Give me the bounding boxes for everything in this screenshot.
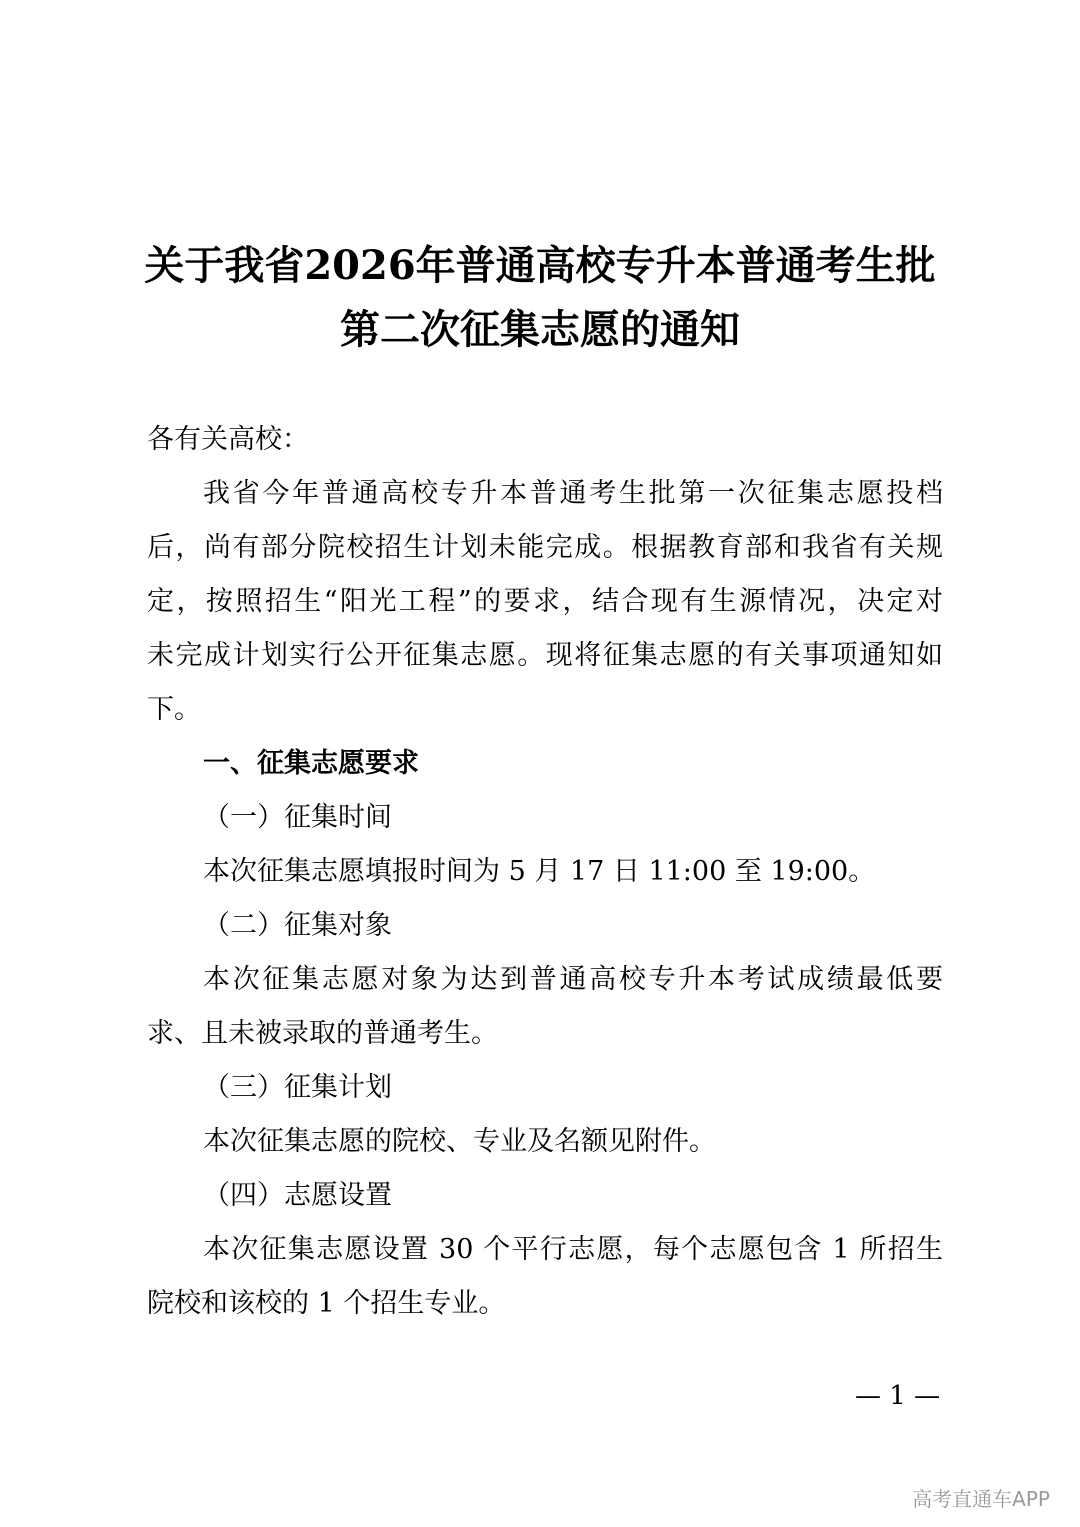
subsection-text: 求、且未被录取的普通考生。 bbox=[147, 1018, 498, 1049]
intro-line: 未完成计划实行公开征集志愿。现将征集志愿的有关事项通知如 bbox=[147, 640, 943, 671]
subsection-text: 本次征集志愿对象为达到普通高校专升本考试成绩最低要 bbox=[203, 964, 943, 995]
document-title-line-2: 第二次征集志愿的通知 bbox=[340, 306, 740, 353]
document-title-line-1: 关于我省2026年普通高校专升本普通考生批 bbox=[144, 242, 936, 289]
subsection-text: 本次征集志愿填报时间为 5 月 17 日 11:00 至 19:00。 bbox=[203, 856, 876, 887]
subsection-text: 本次征集志愿的院校、专业及名额见附件。 bbox=[203, 1126, 716, 1157]
intro-line: 定，按照招生“阳光工程”的要求，结合现有生源情况，决定对 bbox=[147, 586, 943, 617]
intro-line: 下。 bbox=[147, 694, 201, 725]
subsection-heading: （三）征集计划 bbox=[203, 1072, 392, 1103]
page-number: — 1 — bbox=[855, 1381, 941, 1411]
intro-line: 后，尚有部分院校招生计划未能完成。根据教育部和我省有关规 bbox=[147, 532, 943, 563]
section-heading: 一、征集志愿要求 bbox=[203, 748, 419, 779]
subsection-heading: （四）志愿设置 bbox=[203, 1180, 392, 1211]
subsection-heading: （一）征集时间 bbox=[203, 802, 392, 833]
subsection-heading: （二）征集对象 bbox=[203, 910, 392, 941]
salutation: 各有关高校： bbox=[147, 424, 309, 455]
intro-line: 我省今年普通高校专升本普通考生批第一次征集志愿投档 bbox=[203, 478, 943, 509]
watermark: 高考直通车APP bbox=[912, 1487, 1050, 1511]
subsection-text: 本次征集志愿设置 30 个平行志愿，每个志愿包含 1 所招生 bbox=[203, 1234, 943, 1265]
subsection-text: 院校和该校的 1 个招生专业。 bbox=[147, 1288, 506, 1319]
